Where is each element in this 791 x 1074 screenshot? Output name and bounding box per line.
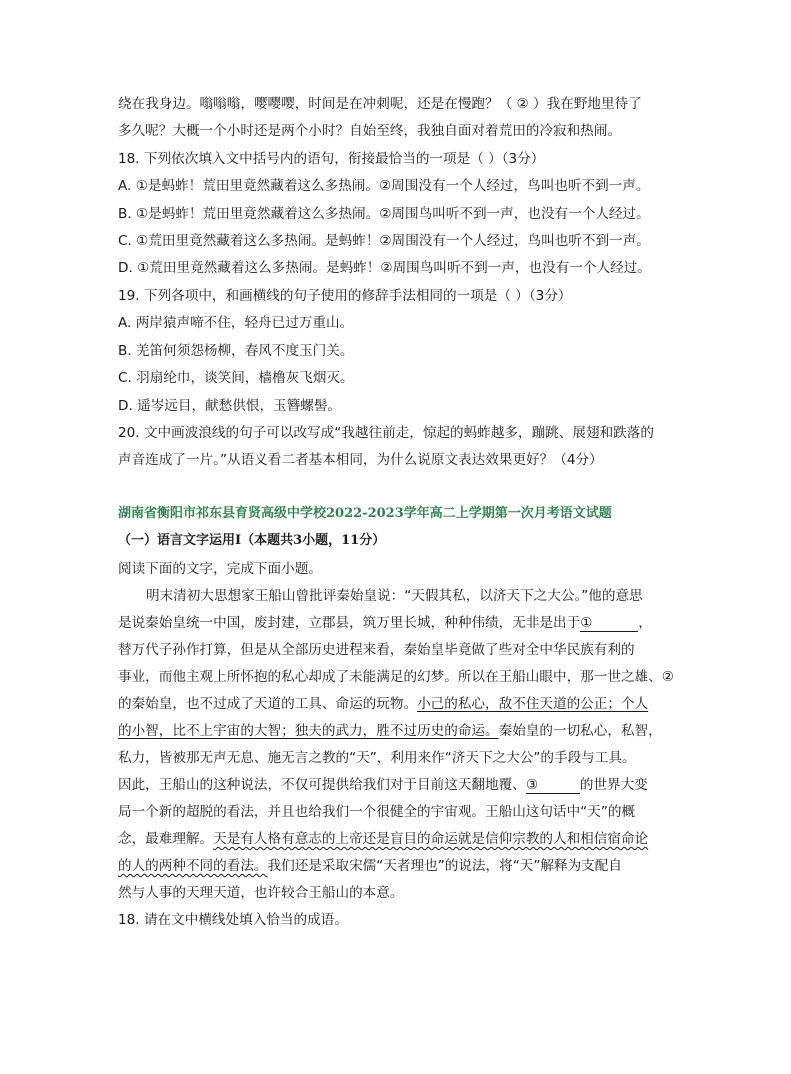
wavy-underlined-sentence: 天是有人格有意志的上帝还是盲目的命运就是信仰宗教的人和相信宿命论: [213, 831, 649, 847]
passage-line-6: [118, 721, 662, 741]
text: 绕在我身边。嗡嗡嗡，嘤嘤嘤，时间是在冲刺呢，还是在慢跑？（: [118, 96, 517, 112]
underlined-sentence: 的小智，比不上宇宙的大智；独夫的武力，胜不过历史的命运。: [118, 723, 499, 739]
blank-number: ①: [580, 615, 593, 631]
underlined-sentence: 小己的私心，敌不住天道的公正；个人: [417, 696, 649, 712]
q19-option-c: C. 羽扇纶巾，谈笑间，樯橹灰飞烟灭。: [118, 370, 354, 386]
passage-line-5: [118, 694, 648, 714]
q20-line-2: 声音连成了一片。”从语义看二者基本相同，为什么说原文表达效果更好？（4分）: [118, 452, 603, 468]
wavy-underlined-sentence: 的人的两种不同的看法。: [118, 858, 268, 874]
text: 秦始皇的一切私心，私智，: [498, 723, 662, 739]
q18-option-a: A. ①是蚂蚱！荒田里竟然藏着这么多热闹。②周围没有一个人经过，鸟叫也听不到一声。: [118, 178, 650, 194]
passage-line-3: 替万代子孙作打算，但是从全部历史进程来看，秦始皇毕竟做了些对全中华民族有利的: [118, 642, 635, 658]
section-intro: 阅读下面的文字，完成下面小题。: [118, 561, 322, 577]
section-subtitle: （一）语言文字运用Ⅰ（本题共3小题，11分）: [118, 533, 386, 548]
text: 我们还是采取宋儒“天者理也”的说法，将“天”解释为支配自: [267, 858, 622, 874]
text: 是说秦始皇统一中国，废封建，立郡县，筑万里长城，种种伟绩，无非是出于: [118, 615, 581, 631]
q18-option-c: C. ①荒田里竟然藏着这么多热闹。是蚂蚱！②周围没有一个人经过，鸟叫也听不到一声。: [118, 233, 650, 249]
q18b-stem: 18. 请在文中横线处填入恰当的成语。: [118, 912, 348, 928]
passage-line-7: 私力，皆被那无声无息、施无言之教的“天”，利用来作“济天下之大公”的手段与工具。: [118, 750, 636, 766]
passage-line-2: [118, 613, 652, 633]
q19-option-b: B. 羌笛何须怨杨柳，春风不度玉门关。: [118, 343, 354, 359]
blank-number: ③: [525, 777, 538, 793]
passage-line-4: 事业，而他主观上所怀抱的私心却成了未能满足的幻梦。所以在王船山眼中，那一世之雄、②: [118, 669, 674, 685]
q18-stem: 18. 下列依次填入文中括号内的语句，衔接最恰当的一项是（ ）（3分）: [118, 151, 545, 167]
text: 的世界大变: [579, 777, 648, 793]
passage-line-1: 明末清初大思想家王船山曾批评秦始皇说：“天假其私，以济天下之大公。”他的意思: [146, 588, 643, 604]
passage-line-12: 然与人事的天理天道，也许较合王船山的本意。: [118, 885, 404, 901]
text: 的秦始皇，也不过成了天道的工具、命运的玩物。: [118, 696, 418, 712]
passage-line-9: 局一个新的超脱的看法，并且也给我们一个很健全的宇宙观。王船山这句话中“天”的概: [118, 804, 636, 820]
passage-line-8: [118, 775, 648, 795]
q19-option-d: D. 遥岑远目，献愁供恨，玉簪螺髻。: [118, 398, 342, 414]
text: ，: [638, 615, 652, 631]
q19-option-a: A. 两岸猿声啼不住，轻舟已过万重山。: [118, 315, 354, 331]
passage-line-10: [118, 829, 648, 849]
q19-stem: 19. 下列各项中，和画横线的句子使用的修辞手法相同的一项是（ ）（3分）: [118, 288, 572, 304]
section-title: 湖南省衡阳市祁东县育贤高级中学校2022-2023学年高二上学期第一次月考语文试题: [118, 506, 612, 521]
text: ）我在野地里待了: [528, 96, 642, 112]
q18-option-b: B. ①是蚂蚱！荒田里竟然藏着这么多热闹。②周围鸟叫听不到一声，也没有一个人经过。: [118, 206, 650, 222]
blank-1: [580, 615, 638, 632]
q20-line-1: 20. 文中画波浪线的句子可以改写成“我越往前走，惊起的蚂蚱越多，蹦跳、展翅和跌落的: [118, 425, 654, 441]
text: 念，最难理解。: [118, 831, 214, 847]
passage-line-11: [118, 856, 622, 876]
top-line-1: [118, 94, 642, 114]
top-line-2: 多久呢？大概一个小时还是两个小时？自始至终，我独自面对着荒田的冷寂和热闹。: [118, 123, 621, 139]
text: 因此，王船山的这种说法，不仅可提供给我们对于目前这天翻地覆、: [118, 777, 526, 793]
circled-number: ②: [516, 96, 529, 112]
blank-3: [526, 777, 580, 794]
q18-option-d: D. ①荒田里竟然藏着这么多热闹。是蚂蚱！②周围鸟叫听不到一声，也没有一个人经过。: [118, 260, 651, 276]
